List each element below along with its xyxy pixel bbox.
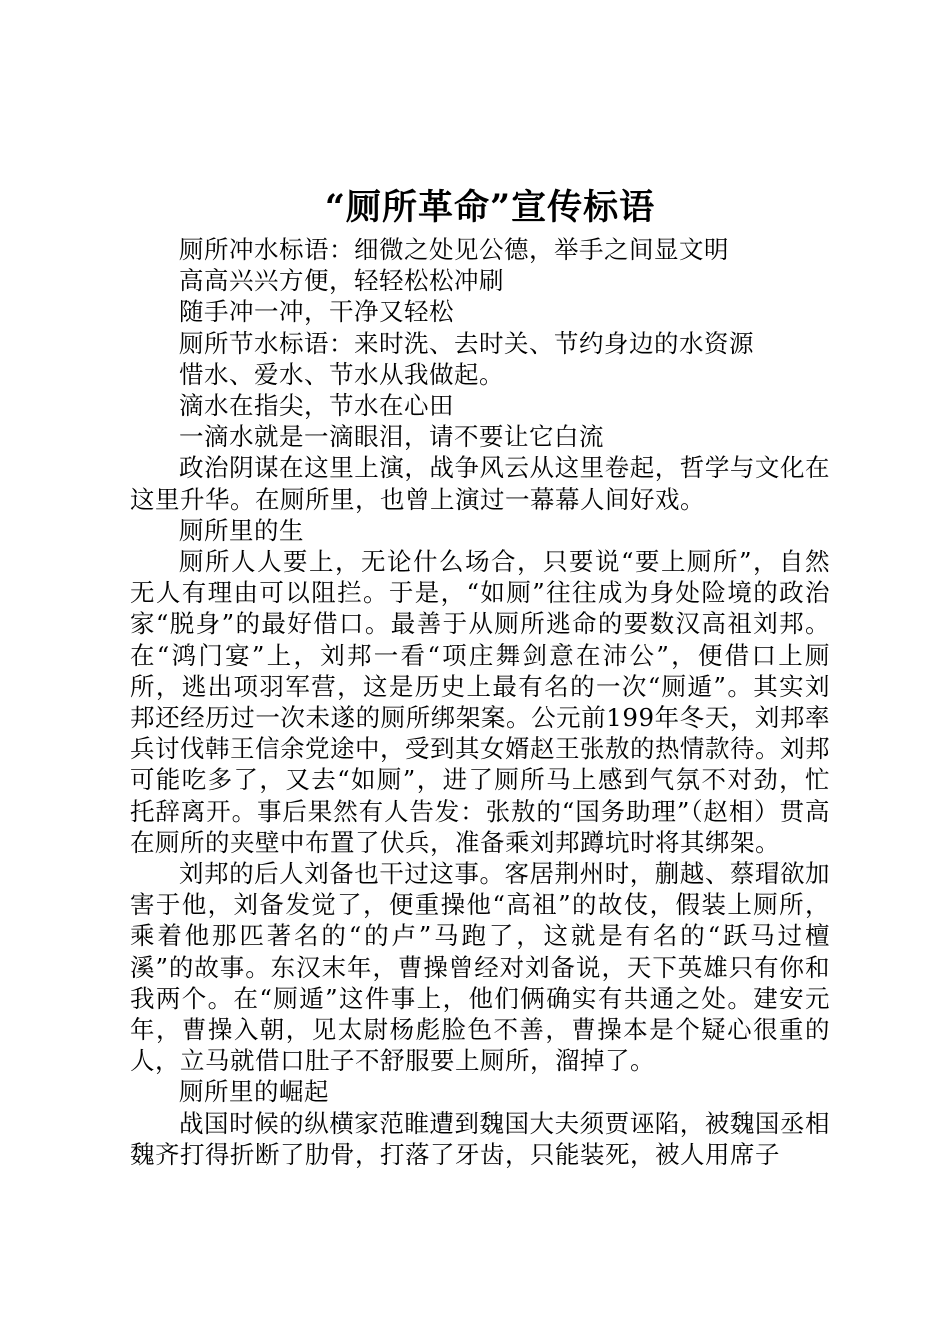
paragraph: 政治阴谋在这里上演，战争风云从这里卷起，哲学与文化在这里升华。在厕所里，也曾上演过一幕幕人间好戏。 <box>130 453 830 514</box>
paragraph: 惜水、爱水、节水从我做起。 <box>179 359 504 389</box>
paragraph: 随手冲一冲，干净又轻松 <box>179 297 454 327</box>
section-heading: 厕所里的崛起 <box>179 1077 329 1107</box>
paragraph: 一滴水就是一滴眼泪，请不要让它白流 <box>179 422 604 452</box>
paragraph: 高高兴兴方便，轻轻松松冲刷 <box>179 266 504 296</box>
section-heading: 厕所里的生 <box>179 515 304 545</box>
document-title: “厕所革命”宣传标语 <box>324 187 656 228</box>
document-body <box>130 234 830 1170</box>
paragraph: 滴水在指尖，节水在心田 <box>179 391 454 421</box>
paragraph: 刘邦的后人刘备也干过这事。客居荆州时，蒯越、蔡瑁欲加害于他，刘备发觉了，便重操他“高祖”的故伎，假装上厕所，乘着他那匹著名的“的卢”马跑了，这就是有名的“跃马过檀溪”的故事。东汉末年，曹操曾经对刘备说，天下英雄只有你和我两个。在“厕遁”这件事上，他们俩确实有共通之处。建安元年，曹操入朝，见太尉杨彪脸色不善，曹操本是个疑心很重的人，立马就借口肚子不舒服要上厕所，溜掉了。 <box>130 859 830 1076</box>
paragraph: 厕所冲水标语：细微之处见公德，举手之间显文明 <box>179 235 729 264</box>
paragraph: 战国时候的纵横家范睢遭到魏国大夫须贾诬陷，被魏国丞相魏齐打得折断了肋骨，打落了牙齿，只能装死，被人用席子 <box>130 1108 830 1169</box>
paragraph: 厕所人人要上，无论什么场合，只要说“要上厕所”，自然无人有理由可以阻拦。于是，“如厕”往往成为身处险境的政治家“脱身”的最好借口。最善于从厕所逃命的要数汉高祖刘邦。在“鸿门宴”上，刘邦一看“项庄舞剑意在沛公”，便借口上厕所，逃出项羽军营，这是历史上最有名的一次“厕遁”。其实刘邦还经历过一次未遂的厕所绑架案。公元前199年冬天，刘邦率兵讨伐韩王信余党途中，受到其女婿赵王张敖的热情款待。刘邦可能吃多了，又去“如厕”，进了厕所马上感到气氛不对劲，忙托辞离开。事后果然有人告发：张敖的“国务助理”（赵相）贯高在厕所的夹壁中布置了伏兵，准备乘刘邦蹲坑时将其绑架。 <box>130 547 830 857</box>
paragraph: 厕所节水标语：来时洗、去时关、节约身边的水资源 <box>179 328 754 358</box>
